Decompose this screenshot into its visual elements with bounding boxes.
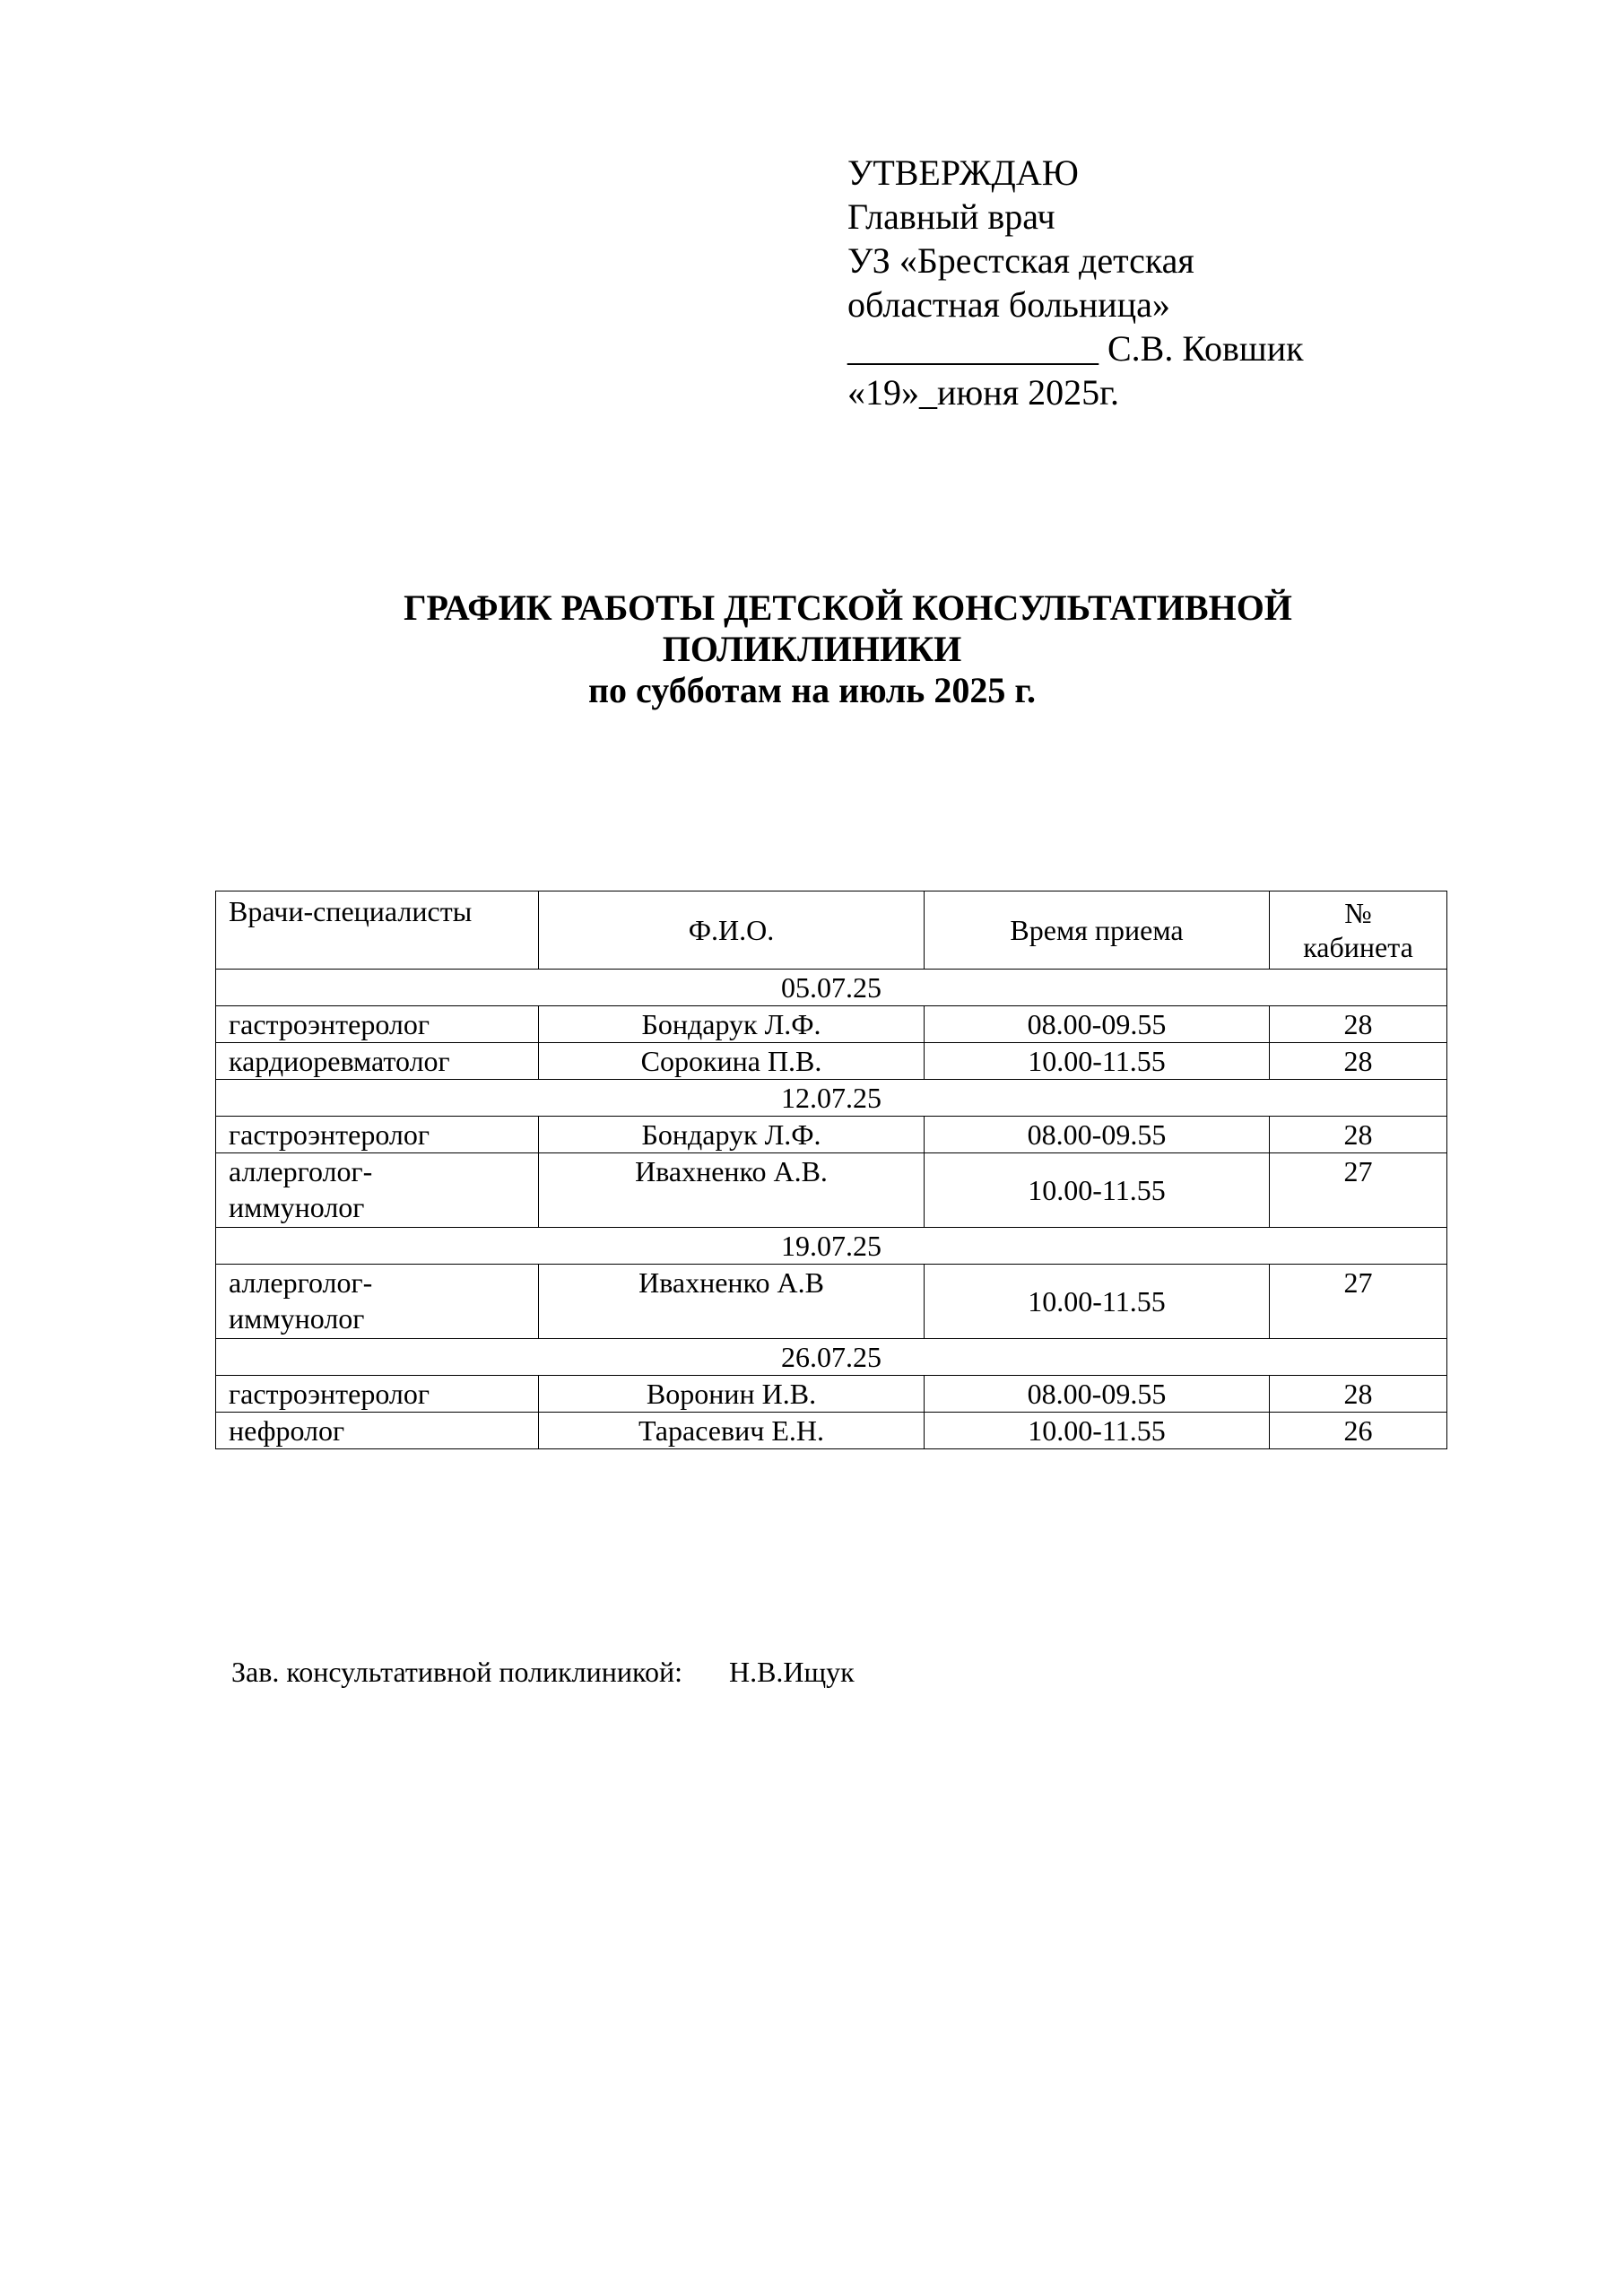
table-row	[216, 1006, 1447, 1043]
title-subtitle: по субботам на июль 2025 г.	[588, 670, 1036, 710]
table-header-row	[216, 891, 1447, 970]
name-cell: Ивахненко А.В	[539, 1265, 925, 1339]
footer-signature	[231, 1654, 855, 1690]
name-cell: Тарасевич Е.Н.	[539, 1413, 925, 1449]
specialist-cell: гастроэнтеролог	[216, 1117, 539, 1153]
time-cell: 10.00-11.55	[925, 1153, 1270, 1228]
cabinet-cell: 28	[1270, 1043, 1447, 1080]
name-cell: Воронин И.В.	[539, 1376, 925, 1413]
table-row	[216, 1117, 1447, 1153]
time-cell: 10.00-11.55	[925, 1043, 1270, 1080]
cabinet-cell: 28	[1270, 1117, 1447, 1153]
specialist-cell: нефролог	[216, 1413, 539, 1449]
time-cell: 08.00-09.55	[925, 1376, 1270, 1413]
cabinet-cell: 28	[1270, 1006, 1447, 1043]
date-cell: 12.07.25	[216, 1080, 1447, 1117]
date-row	[216, 1339, 1447, 1376]
document-title	[0, 587, 1624, 711]
approval-date: «19»_июня 2025г.	[847, 372, 1119, 413]
table-row	[216, 1413, 1447, 1449]
time-cell: 08.00-09.55	[925, 1006, 1270, 1043]
header-specialist: Врачи-специалисты	[216, 891, 539, 970]
header-cabinet	[1270, 891, 1447, 970]
time-cell: 08.00-09.55	[925, 1117, 1270, 1153]
name-cell: Бондарук Л.Ф.	[539, 1006, 925, 1043]
cabinet-cell: 27	[1270, 1265, 1447, 1339]
name-cell: Бондарук Л.Ф.	[539, 1117, 925, 1153]
approval-signature-line: ______________ С.В. Ковшик	[847, 328, 1304, 369]
title-line-2: ПОЛИКЛИНИКИ	[662, 629, 962, 669]
footer-position: Зав. консультативной поликлиникой:	[231, 1656, 682, 1688]
specialist-cell: гастроэнтеролог	[216, 1376, 539, 1413]
approval-block	[847, 151, 1304, 414]
table-row	[216, 1153, 1447, 1228]
table-row	[216, 1043, 1447, 1080]
date-cell: 26.07.25	[216, 1339, 1447, 1376]
table-row	[216, 1376, 1447, 1413]
footer-signatory: Н.В.Ищук	[728, 1656, 855, 1688]
specialist-line: иммунолог	[229, 1302, 365, 1335]
date-row	[216, 1228, 1447, 1265]
name-cell: Ивахненко А.В.	[539, 1153, 925, 1228]
time-cell: 10.00-11.55	[925, 1413, 1270, 1449]
name-cell: Сорокина П.В.	[539, 1043, 925, 1080]
approval-line: УТВЕРЖДАЮ	[847, 152, 1079, 193]
date-cell: 19.07.25	[216, 1228, 1447, 1265]
specialist-cell: кардиоревматолог	[216, 1043, 539, 1080]
header-cabinet-word: кабинета	[1303, 931, 1413, 963]
specialist-cell: гастроэнтеролог	[216, 1006, 539, 1043]
header-cabinet-symbol: №	[1344, 897, 1372, 929]
time-cell: 10.00-11.55	[925, 1265, 1270, 1339]
title-line-1: ГРАФИК РАБОТЫ ДЕТСКОЙ КОНСУЛЬТАТИВНОЙ	[404, 587, 1292, 628]
date-row	[216, 970, 1447, 1006]
schedule-table	[215, 891, 1447, 1449]
approval-line: Главный врач	[847, 196, 1055, 237]
header-name: Ф.И.О.	[539, 891, 925, 970]
approval-line: УЗ «Брестская детская	[847, 240, 1194, 281]
date-cell: 05.07.25	[216, 970, 1447, 1006]
header-time: Время приема	[925, 891, 1270, 970]
cabinet-cell: 26	[1270, 1413, 1447, 1449]
specialist-cell	[216, 1153, 539, 1228]
cabinet-cell: 28	[1270, 1376, 1447, 1413]
cabinet-cell: 27	[1270, 1153, 1447, 1228]
table-row	[216, 1265, 1447, 1339]
date-row	[216, 1080, 1447, 1117]
specialist-line: аллерголог-	[229, 1155, 373, 1187]
specialist-line: иммунолог	[229, 1191, 365, 1223]
specialist-cell	[216, 1265, 539, 1339]
specialist-line: аллерголог-	[229, 1266, 373, 1299]
approval-line: областная больница»	[847, 284, 1170, 325]
